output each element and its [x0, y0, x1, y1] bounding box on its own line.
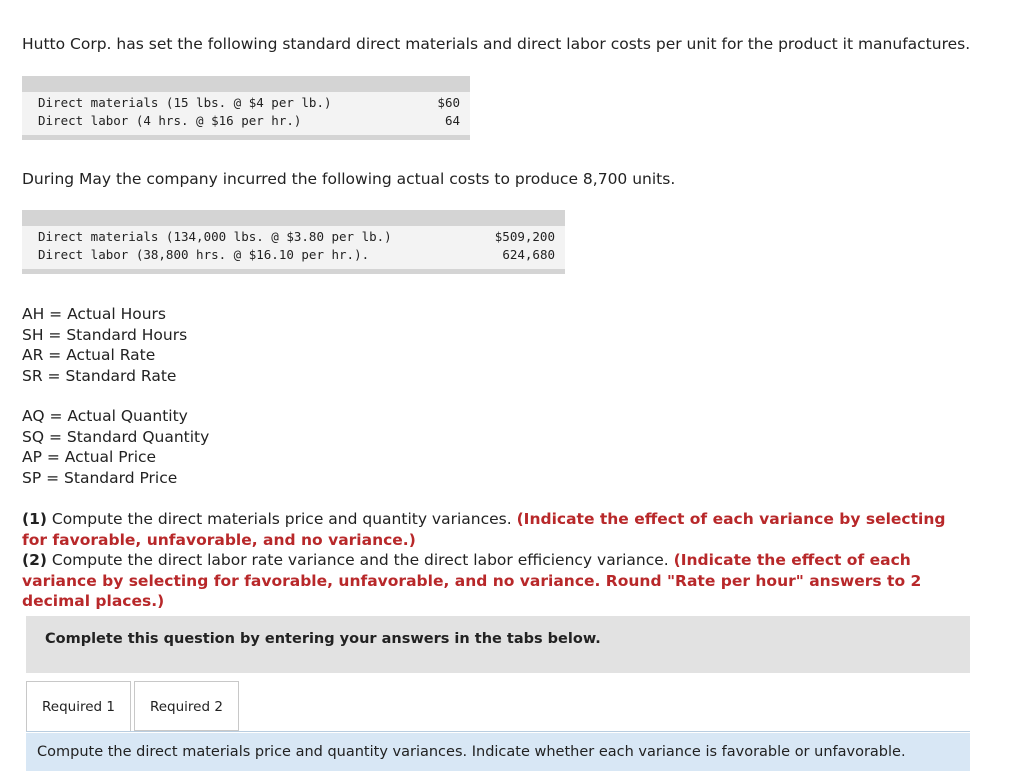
materials-definitions	[22, 406, 209, 488]
definition-item: AP = Actual Price	[22, 448, 157, 466]
definition-item: AH = Actual Hours	[22, 305, 166, 323]
tab-bar	[26, 681, 242, 732]
during-text: During May the company incurred the following actual costs to produce 8,700 units.	[22, 170, 676, 188]
row-value: 64	[444, 113, 460, 128]
definition-item: AR = Actual Rate	[22, 346, 156, 364]
actual-costs-table	[22, 210, 565, 274]
instruction-text: Compute the direct labor rate variance and the direct labor efficiency variance.	[46, 551, 674, 569]
row-label: Direct labor (4 hrs. @ $16 per hr.)	[38, 113, 302, 128]
instruction-number: (1)	[22, 510, 47, 528]
row-value: 624,680	[502, 247, 555, 262]
complete-banner: Complete this question by entering your answers in the tabs below.	[26, 616, 970, 673]
table-row	[38, 246, 555, 264]
definition-item: SH = Standard Hours	[22, 325, 188, 344]
table-row	[38, 228, 555, 246]
definition-item: SQ = Standard Quantity	[22, 427, 210, 446]
instructions	[22, 509, 972, 612]
active-tab-prompt: Compute the direct materials price and quantity variances. Indicate whether each variance is favorable or unfavorable.	[26, 733, 970, 771]
instruction-number: (2)	[22, 551, 47, 569]
instruction-1	[22, 509, 972, 550]
definition-item: AQ = Actual Quantity	[22, 407, 188, 425]
labor-definitions	[22, 304, 187, 386]
row-value: $509,200	[494, 229, 555, 244]
instruction-2	[22, 550, 972, 612]
row-label: Direct materials (15 lbs. @ $4 per lb.)	[38, 95, 332, 110]
tab-required-2[interactable]: Required 2	[134, 681, 239, 731]
definition-item: SR = Standard Rate	[22, 366, 177, 385]
tab-divider	[26, 731, 970, 732]
row-label: Direct materials (134,000 lbs. @ $3.80 per lb.)	[38, 229, 392, 244]
definition-item: SP = Standard Price	[22, 468, 178, 487]
instruction-text: Compute the direct materials price and quantity variances.	[46, 510, 517, 528]
row-label: Direct labor (38,800 hrs. @ $16.10 per hr.).	[38, 247, 370, 262]
table-row	[38, 112, 460, 130]
table-row	[38, 94, 460, 112]
row-value: $60	[437, 95, 460, 110]
tab-required-1[interactable]: Required 1	[26, 681, 131, 732]
instruction-note: (Indicate the effect of each variance by selecting for favorable, unfavorable, and no variance. Round "Rate per hour" answers to 2 decimal places.)	[22, 551, 922, 610]
standard-costs-table	[22, 76, 470, 140]
intro-text: Hutto Corp. has set the following standard direct materials and direct labor costs per unit for the product it manufactures.	[22, 35, 971, 53]
instruction-note: (Indicate the effect of each variance by selecting for favorable, unfavorable, and no variance.)	[22, 510, 946, 549]
